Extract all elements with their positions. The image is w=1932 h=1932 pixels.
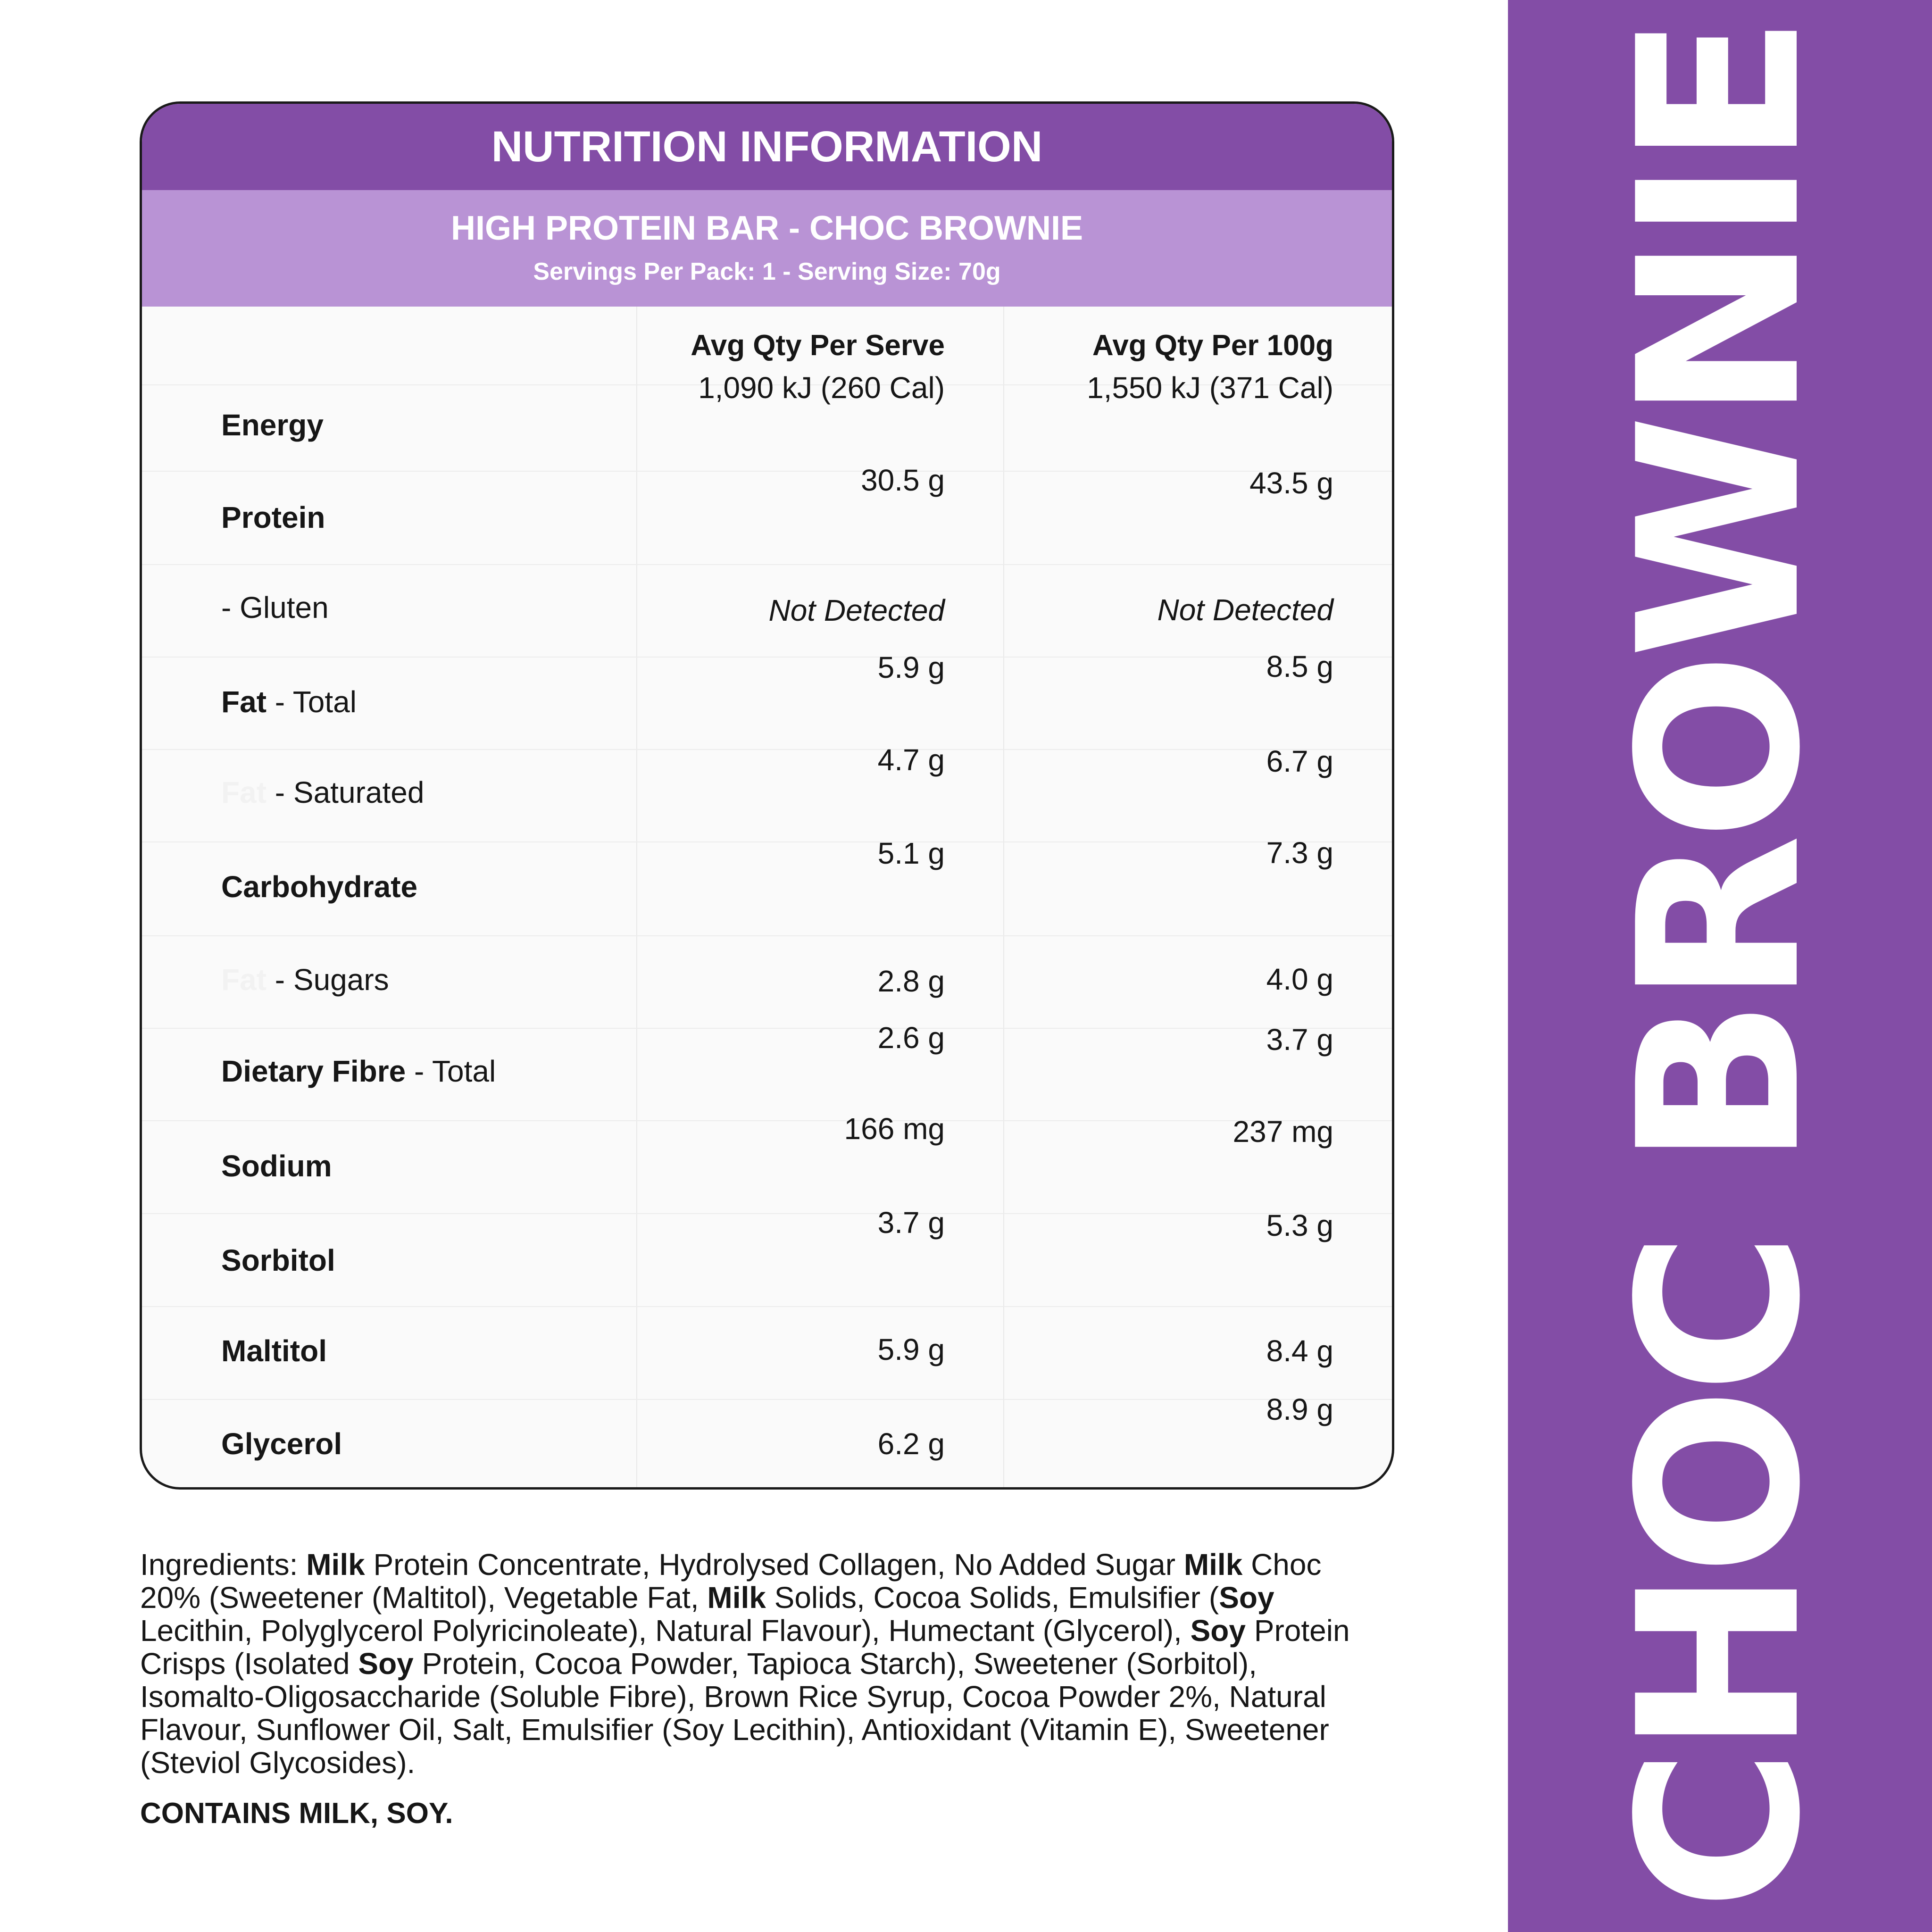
col-header-serve: Avg Qty Per Serve <box>691 329 945 362</box>
nutrient-name: Dietary Fibre <box>221 1054 406 1088</box>
ingredient-text: Protein Concentrate, Hydrolysed Collagen, No Added Sugar <box>365 1548 1184 1582</box>
col-header-100g: Avg Qty Per 100g <box>1092 329 1333 362</box>
row-divider <box>142 935 1392 936</box>
nutrient-label <box>221 965 389 995</box>
nutrient-name: Fat <box>221 685 266 719</box>
ingredient-text: Ingredients: <box>140 1548 307 1582</box>
nutrient-name: Energy <box>221 408 324 442</box>
nutrient-label <box>221 592 329 623</box>
side-band <box>1508 0 1932 1932</box>
nutrient-name: Protein <box>221 500 325 534</box>
nutrient-label <box>221 502 325 533</box>
value-per-serve: 3.7 g <box>877 1206 945 1240</box>
ingredient-text: Lecithin, Polyglycerol Polyricinoleate), Natural Flavour), Humectant (Glycerol), <box>140 1614 1191 1648</box>
nutrition-panel <box>140 101 1394 1490</box>
allergen-statement: CONTAINS MILK, SOY. <box>140 1797 453 1830</box>
value-per-serve: 5.1 g <box>877 836 945 870</box>
value-per-100g: 7.3 g <box>1266 836 1333 870</box>
product-header <box>142 190 1392 307</box>
value-per-100g: 8.4 g <box>1266 1334 1333 1368</box>
ghost-label-text: Fat <box>221 963 266 997</box>
value-per-100g: 43.5 g <box>1249 466 1333 500</box>
nutrient-qualifier: - Total <box>406 1054 496 1088</box>
value-per-100g: 8.9 g <box>1266 1392 1333 1426</box>
nutrient-qualifier: - Gluten <box>221 591 329 625</box>
nutrient-label <box>221 1151 332 1181</box>
value-per-100g: 5.3 g <box>1266 1208 1333 1242</box>
nutrient-name: Sodium <box>221 1149 332 1183</box>
side-band-title: CHOC BROWNIE <box>1591 21 1849 1911</box>
ingredient-text: Protein, Cocoa Powder, Tapioca Starch), Sweetener (Sorbitol), Isomalto-Oligosaccharide (Soluble Fibre), Brown Rice Syrup, Cocoa Powder 2%, Natural Flavour, Sunflower Oil, Salt, Emulsifier (Soy Lecithin), Antioxidant (Vitamin E), Sweetener (Steviol Glycosides). <box>140 1647 1329 1780</box>
value-per-serve: 6.2 g <box>877 1427 945 1461</box>
value-per-serve: 1,090 kJ (260 Cal) <box>698 371 945 405</box>
serving-info: Servings Per Pack: 1 - Serving Size: 70g <box>533 258 1001 285</box>
value-per-serve: 30.5 g <box>861 463 945 497</box>
ingredients-text <box>140 1548 1385 1779</box>
value-per-serve: 2.6 g <box>877 1021 945 1055</box>
nutrient-label <box>221 1056 496 1086</box>
nutrient-label <box>221 1336 327 1366</box>
nutrient-name: Glycerol <box>221 1427 342 1461</box>
product-name: HIGH PROTEIN BAR - CHOC BROWNIE <box>451 209 1083 247</box>
allergen-word: Soy <box>1219 1581 1274 1615</box>
row-divider <box>142 1306 1392 1307</box>
nutrient-label <box>221 410 324 440</box>
ghost-label-text: Fat <box>221 775 266 809</box>
value-per-100g: 3.7 g <box>1266 1023 1333 1057</box>
allergen-word: Milk <box>707 1581 766 1615</box>
nutrient-label <box>221 777 424 808</box>
value-per-100g: 8.5 g <box>1266 650 1333 683</box>
value-per-100g: 4.0 g <box>1266 962 1333 996</box>
ingredient-text: Protein Crisps (Isolated <box>140 1614 1350 1681</box>
nutrient-label <box>221 687 357 717</box>
nutrient-label <box>221 1245 335 1275</box>
ingredient-text: Solids, Cocoa Solids, Emulsifier ( <box>766 1581 1219 1615</box>
allergen-word: Milk <box>1183 1548 1243 1582</box>
value-per-serve: 166 mg <box>844 1112 945 1146</box>
nutrient-name: Carbohydrate <box>221 870 418 904</box>
nutrient-qualifier: - Sugars <box>266 963 389 997</box>
panel-title: NUTRITION INFORMATION <box>142 104 1392 190</box>
value-per-serve: 5.9 g <box>877 1332 945 1366</box>
nutrient-label <box>221 872 417 902</box>
allergen-word: Soy <box>358 1647 414 1681</box>
value-per-100g: Not Detected <box>1157 593 1333 627</box>
nutrient-qualifier: - Total <box>266 685 357 719</box>
value-per-100g: 237 mg <box>1232 1115 1333 1149</box>
nutrient-label <box>221 1429 342 1459</box>
value-per-serve: 2.8 g <box>877 964 945 998</box>
value-per-serve: 4.7 g <box>877 743 945 777</box>
row-divider <box>142 564 1392 565</box>
allergen-word: Soy <box>1190 1614 1246 1648</box>
nutrient-name: Maltitol <box>221 1334 327 1368</box>
value-per-100g: 1,550 kJ (371 Cal) <box>1087 371 1333 405</box>
ingredient-text: Choc 20% (Sweetener (Maltitol), Vegetable Fat, <box>140 1548 1322 1615</box>
nutrient-name: Sorbitol <box>221 1243 335 1277</box>
nutrient-qualifier: - Saturated <box>266 775 425 809</box>
value-per-serve: 5.9 g <box>877 650 945 684</box>
allergen-word: Milk <box>306 1548 365 1582</box>
value-per-100g: 6.7 g <box>1266 744 1333 778</box>
value-per-serve: Not Detected <box>768 593 945 627</box>
